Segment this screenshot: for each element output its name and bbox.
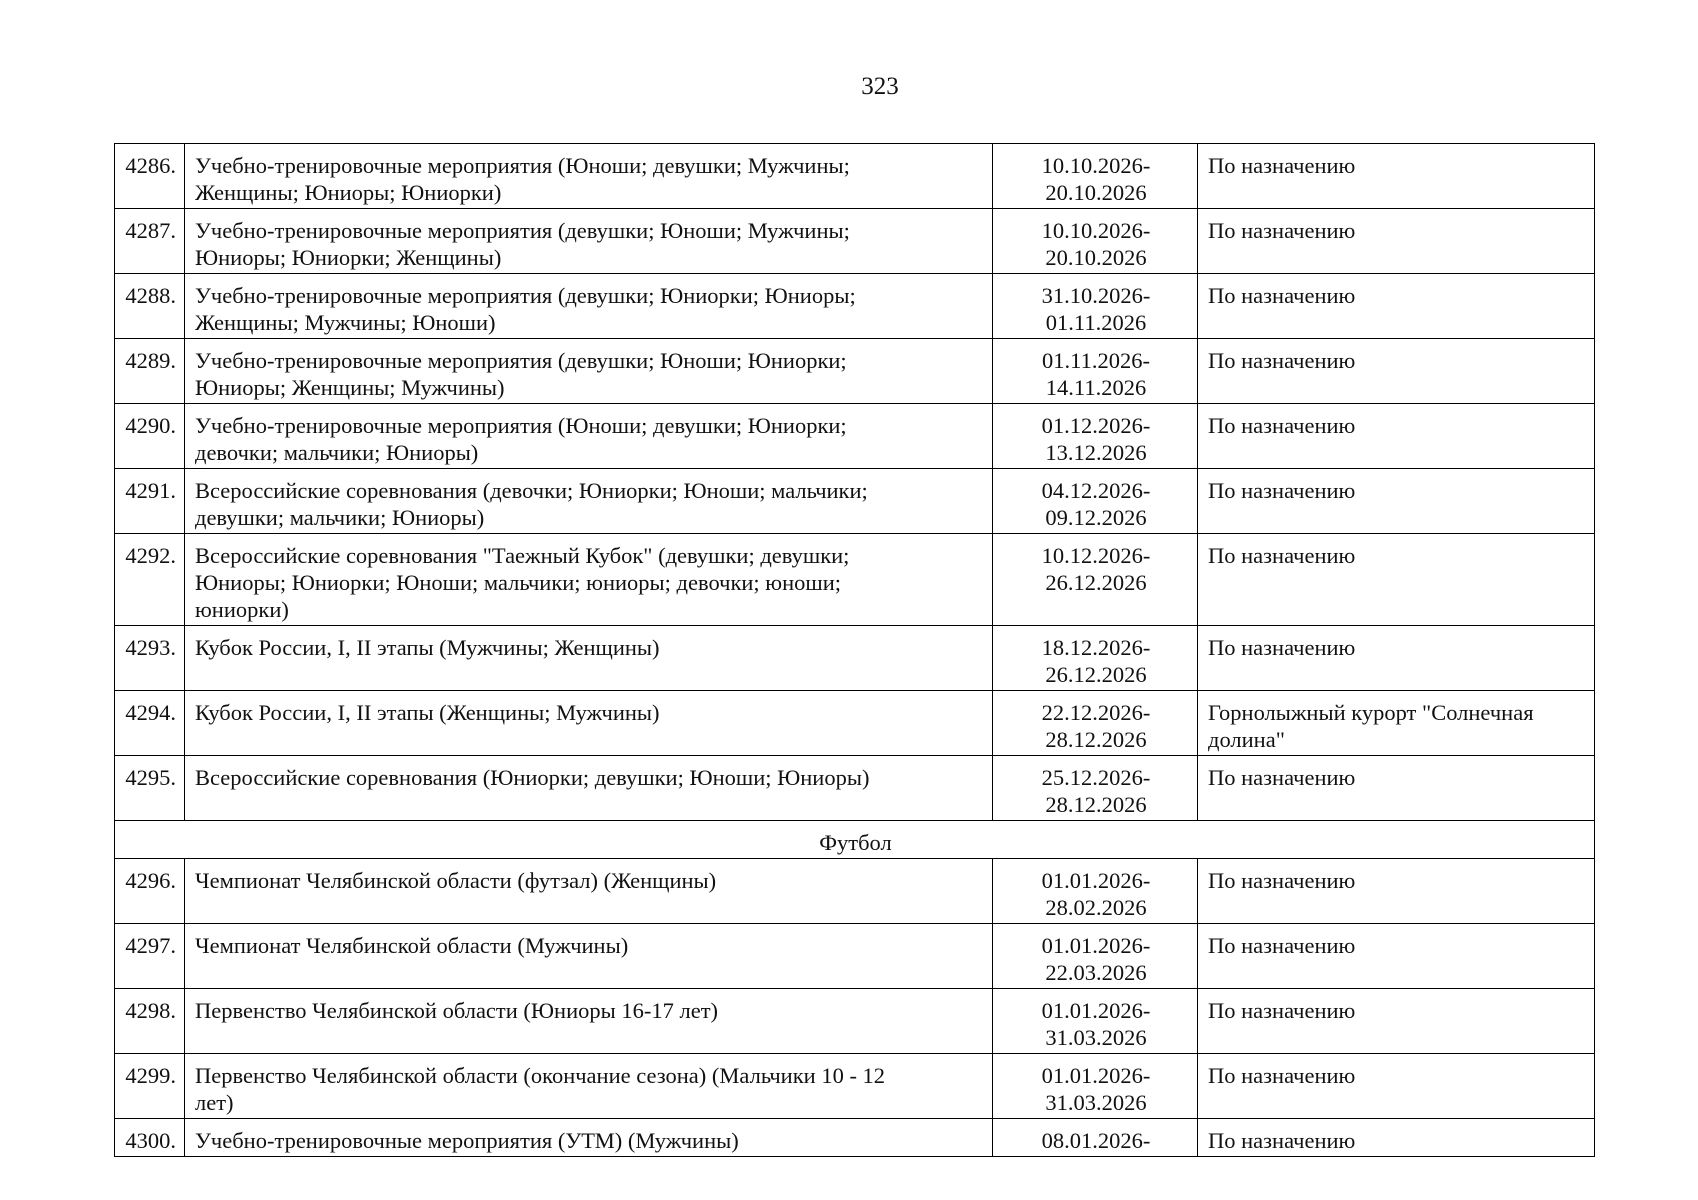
table-row [115, 469, 1595, 534]
table-row [115, 274, 1595, 339]
event-dates: 01.01.2026- 31.03.2026 [993, 1054, 1198, 1119]
event-dates: 04.12.2026- 09.12.2026 [993, 469, 1198, 534]
event-dates: 01.01.2026- 31.03.2026 [993, 989, 1198, 1054]
table-row [115, 691, 1595, 756]
event-place: По назначению [1198, 924, 1595, 989]
table-row [115, 859, 1595, 924]
event-number: 4299. [115, 1054, 185, 1119]
event-number: 4288. [115, 274, 185, 339]
event-name: Всероссийские соревнования (девочки; Юниорки; Юноши; мальчики; девушки; мальчики; Юниоры) [185, 469, 993, 534]
event-name: Учебно-тренировочные мероприятия (девушки; Юноши; Мужчины; Юниоры; Юниорки; Женщины) [185, 209, 993, 274]
table-row [115, 339, 1595, 404]
section-header-row [115, 821, 1595, 859]
table-row [115, 404, 1595, 469]
event-name: Всероссийские соревнования "Таежный Кубок" (девушки; девушки; Юниоры; Юниорки; Юноши; мальчики; юниоры; девочки; юноши; юниорки) [185, 534, 993, 626]
event-number: 4300. [115, 1119, 185, 1157]
event-dates: 10.10.2026- 20.10.2026 [993, 144, 1198, 209]
event-dates: 01.01.2026- 28.02.2026 [993, 859, 1198, 924]
event-name: Учебно-тренировочные мероприятия (девушки; Юноши; Юниорки; Юниоры; Женщины; Мужчины) [185, 339, 993, 404]
event-place: По назначению [1198, 859, 1595, 924]
event-number: 4298. [115, 989, 185, 1054]
event-dates: 22.12.2026- 28.12.2026 [993, 691, 1198, 756]
page-number: 323 [861, 73, 899, 100]
event-dates: 10.12.2026- 26.12.2026 [993, 534, 1198, 626]
event-dates: 01.12.2026- 13.12.2026 [993, 404, 1198, 469]
event-place: По назначению [1198, 274, 1595, 339]
event-name: Кубок России, I, II этапы (Женщины; Мужчины) [185, 691, 993, 756]
event-place: По назначению [1198, 989, 1595, 1054]
event-number: 4290. [115, 404, 185, 469]
table-row [115, 989, 1595, 1054]
table-row [115, 1054, 1595, 1119]
event-number: 4289. [115, 339, 185, 404]
event-name: Учебно-тренировочные мероприятия (Юноши; девушки; Мужчины; Женщины; Юниоры; Юниорки) [185, 144, 993, 209]
event-place: По назначению [1198, 209, 1595, 274]
event-number: 4292. [115, 534, 185, 626]
event-number: 4297. [115, 924, 185, 989]
table-row [115, 209, 1595, 274]
event-dates: 01.11.2026- 14.11.2026 [993, 339, 1198, 404]
events-table-body [115, 144, 1595, 1157]
event-place: По назначению [1198, 626, 1595, 691]
event-place: По назначению [1198, 534, 1595, 626]
table-row [115, 534, 1595, 626]
event-number: 4293. [115, 626, 185, 691]
event-place: По назначению [1198, 144, 1595, 209]
event-dates: 18.12.2026- 26.12.2026 [993, 626, 1198, 691]
event-name: Всероссийские соревнования (Юниорки; девушки; Юноши; Юниоры) [185, 756, 993, 821]
event-number: 4295. [115, 756, 185, 821]
event-dates: 25.12.2026- 28.12.2026 [993, 756, 1198, 821]
event-place: По назначению [1198, 469, 1595, 534]
event-place: Горнолыжный курорт "Солнечная долина" [1198, 691, 1595, 756]
event-place: По назначению [1198, 339, 1595, 404]
event-place: По назначению [1198, 1054, 1595, 1119]
event-dates: 31.10.2026- 01.11.2026 [993, 274, 1198, 339]
event-name: Чемпионат Челябинской области (Мужчины) [185, 924, 993, 989]
table-row [115, 756, 1595, 821]
events-table [114, 143, 1595, 1157]
event-number: 4286. [115, 144, 185, 209]
event-name: Учебно-тренировочные мероприятия (девушки; Юниорки; Юниоры; Женщины; Мужчины; Юноши) [185, 274, 993, 339]
table-row [115, 144, 1595, 209]
event-number: 4294. [115, 691, 185, 756]
event-place: По назначению [1198, 1119, 1595, 1157]
event-name: Первенство Челябинской области (Юниоры 16-17 лет) [185, 989, 993, 1054]
event-name: Чемпионат Челябинской области (футзал) (Женщины) [185, 859, 993, 924]
event-name: Учебно-тренировочные мероприятия (УТМ) (Мужчины) [185, 1119, 993, 1157]
event-name: Кубок России, I, II этапы (Мужчины; Женщины) [185, 626, 993, 691]
event-place: По назначению [1198, 756, 1595, 821]
table-row [115, 626, 1595, 691]
section-title: Футбол [115, 821, 1595, 859]
table-row [115, 924, 1595, 989]
table-row [115, 1119, 1595, 1157]
event-dates: 10.10.2026- 20.10.2026 [993, 209, 1198, 274]
event-number: 4296. [115, 859, 185, 924]
event-number: 4287. [115, 209, 185, 274]
event-name: Первенство Челябинской области (окончание сезона) (Мальчики 10 - 12 лет) [185, 1054, 993, 1119]
event-dates: 01.01.2026- 22.03.2026 [993, 924, 1198, 989]
event-place: По назначению [1198, 404, 1595, 469]
event-number: 4291. [115, 469, 185, 534]
event-dates: 08.01.2026- [993, 1119, 1198, 1157]
event-name: Учебно-тренировочные мероприятия (Юноши; девушки; Юниорки; девочки; мальчики; Юниоры) [185, 404, 993, 469]
